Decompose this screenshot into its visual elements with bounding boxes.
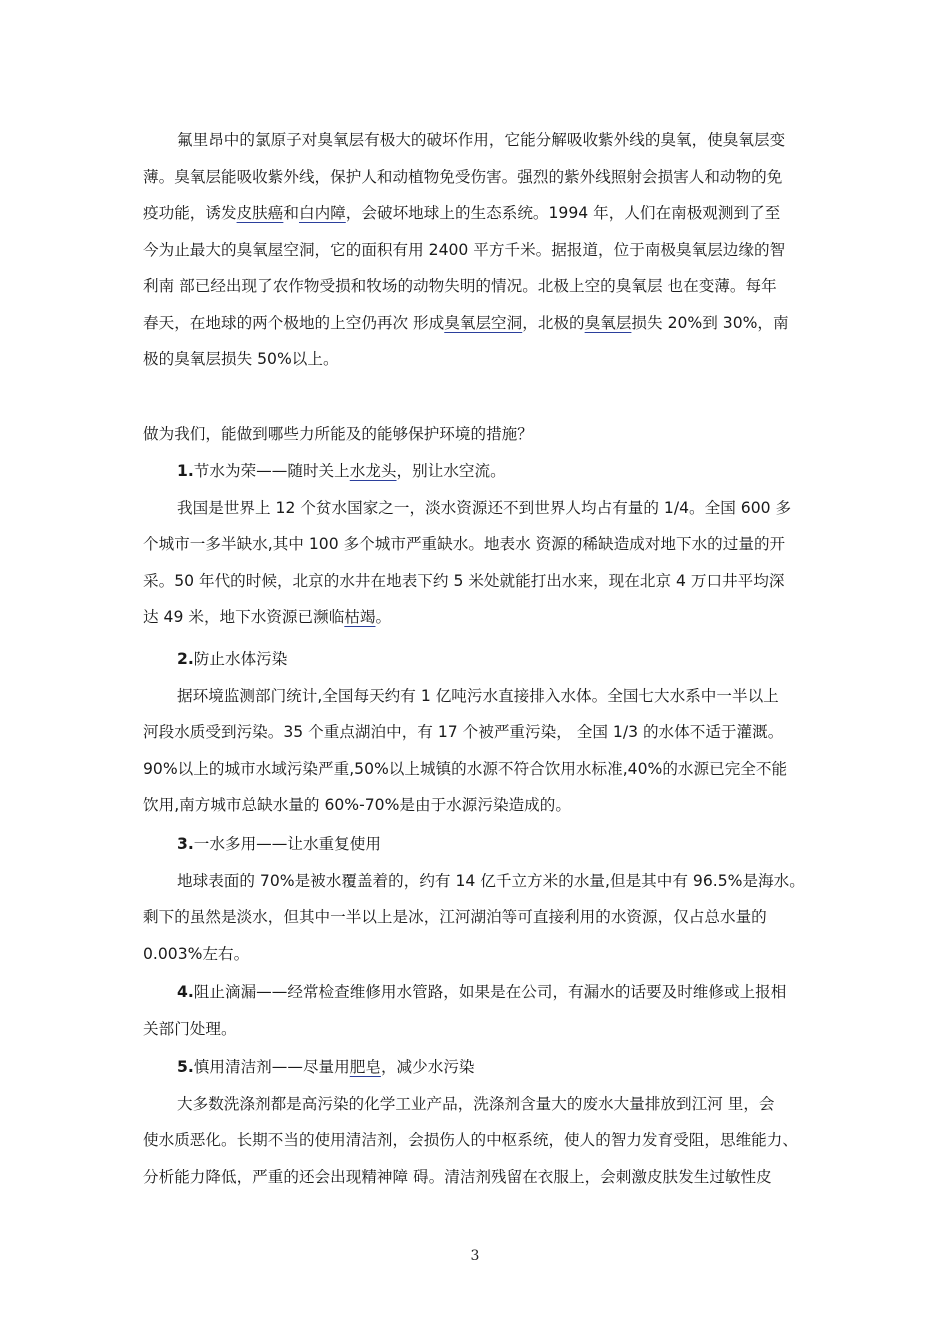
paragraph-line: 河段水质受到污染。35 个重点湖泊中，有 17 个被严重污染， 全国 1/3 的水体不适于灌溉。 — [143, 723, 784, 741]
ozone-paragraph — [143, 122, 811, 378]
paragraph-line: 据环境监测部门统计,全国每天约有 1 亿吨污水直接排入水体。全国七大水系中一半以上 — [177, 686, 779, 705]
link-depletion[interactable]: 枯竭 — [344, 608, 376, 626]
question-text: 做为我们，能做到哪些力所能及的能够保护环境的措施？ — [143, 425, 533, 443]
section-number: 5. — [177, 1058, 194, 1076]
paragraph-line: 大多数洗涤剂都是高污染的化学工业产品，洗涤剂含量大的废水大量排放到江河 里，会 — [177, 1094, 775, 1113]
paragraph-line — [143, 305, 811, 342]
link-faucet[interactable]: 水龙头 — [349, 462, 397, 480]
paragraph-line: 我国是世界上 12 个贫水国家之一，淡水资源还不到世界人均占有量的 1/4。全国 600 多 — [177, 498, 792, 517]
section-number: 3. — [177, 835, 194, 853]
section-4 — [143, 974, 811, 1047]
text-run: 春天，在地球的两个极地的上空仍再次 形成 — [143, 313, 445, 332]
text-run: 。 — [375, 608, 392, 626]
paragraph-line: 0.003%左右。 — [143, 944, 250, 963]
section-1 — [143, 453, 811, 636]
paragraph-line: 地球表面的 70%是被水覆盖着的，约有 14 亿千立方米的水量,但是其中有 96.5%是海水。 — [177, 871, 805, 890]
section-number: 2. — [177, 650, 194, 668]
question-line — [143, 416, 811, 453]
link-skin-cancer[interactable]: 皮肤癌 — [236, 204, 284, 222]
paragraph-line: 利南 部已经出现了农作物受损和牧场的动物失明的情况。北极上空的臭氧层 也在变薄。每年 — [143, 277, 777, 295]
section-heading — [143, 974, 811, 1011]
link-soap[interactable]: 肥皂 — [349, 1058, 381, 1076]
section-number: 4. — [177, 983, 194, 1001]
heading-text: 慎用清洁剂——尽量用 — [193, 1058, 350, 1076]
section-3 — [143, 826, 811, 972]
paragraph-line — [143, 599, 811, 636]
paragraph-line: 氟里昂中的氯原子对臭氧层有极大的破坏作用，它能分解吸收紫外线的臭氧，使臭氧层变 — [177, 131, 786, 149]
paragraph-line: 使水质恶化。长期不当的使用清洁剂，会损伤人的中枢系统，使人的智力发育受阻，思维能力、 — [143, 1131, 798, 1149]
paragraph-line: 极的臭氧层损失 50%以上。 — [143, 350, 339, 368]
text-run: 疫功能，诱发 — [143, 204, 237, 222]
heading-text: 一水多用——让水重复使用 — [193, 835, 381, 853]
text-run: 达 49 米，地下水资源已濒临 — [143, 608, 345, 626]
paragraph-line: 今为止最大的臭氧屋空洞，它的面积有用 2400 平方千米。据报道，位于南极臭氧层边缘的智 — [143, 240, 786, 259]
paragraph-line: 剩下的虽然是淡水，但其中一半以上是冰，江河湖泊等可直接利用的水资源，仅占总水量的 — [143, 908, 767, 926]
heading-text: 节水为荣——随时关上 — [193, 462, 350, 480]
heading-text: 防止水体污染 — [193, 650, 288, 668]
text-run: ，会破坏地球上的生态系统。1994 年，人们在南极观测到了至 — [345, 204, 781, 222]
link-ozone-hole[interactable]: 臭氧层空洞 — [444, 313, 523, 332]
paragraph-line: 分析能力降低，严重的还会出现精神障 碍。清洁剂残留在衣服上，会刺激皮肤发生过敏性皮 — [143, 1167, 772, 1186]
paragraph-line: 关部门处理。 — [143, 1019, 237, 1038]
heading-text: ，别让水空流。 — [396, 462, 506, 480]
section-heading — [143, 826, 811, 863]
paragraph-line: 90%以上的城市水域污染严重,50%以上城镇的水源不符合饮用水标准,40%的水源已完全不能 — [143, 759, 788, 778]
section-number: 1. — [177, 462, 194, 480]
text-run: 损失 20%到 30%，南 — [631, 313, 789, 332]
text-run: 和 — [283, 204, 299, 222]
heading-text: ，减少水污染 — [380, 1058, 475, 1076]
link-cataract[interactable]: 白内障 — [298, 204, 346, 222]
link-ozone-layer[interactable]: 臭氧层 — [584, 313, 632, 332]
section-heading — [143, 641, 811, 678]
paragraph-line: 个城市一多半缺水,其中 100 多个城市严重缺水。地表水 资源的稀缺造成对地下水的过量的开 — [143, 535, 786, 553]
section-heading — [143, 453, 811, 490]
heading-text: 阻止滴漏——经常检查维修用水管路，如果是在公司，有漏水的话要及时维修或上报相 — [193, 983, 787, 1001]
page-number: 3 — [470, 1248, 480, 1264]
section-heading — [143, 1049, 811, 1086]
text-run: ，北极的 — [522, 313, 585, 332]
paragraph-line: 饮用,南方城市总缺水量的 60%-70%是由于水源污染造成的。 — [143, 796, 571, 814]
paragraph-line — [143, 195, 811, 232]
section-5 — [143, 1049, 811, 1195]
paragraph-line: 采。50 年代的时候，北京的水井在地表下约 5 米处就能打出水来，现在北京 4 万口井平均深 — [143, 571, 785, 590]
section-2 — [143, 641, 811, 824]
paragraph-line: 薄。臭氧层能吸收紫外线，保护人和动植物免受伤害。强烈的紫外线照射会损害人和动物的免 — [143, 167, 783, 186]
